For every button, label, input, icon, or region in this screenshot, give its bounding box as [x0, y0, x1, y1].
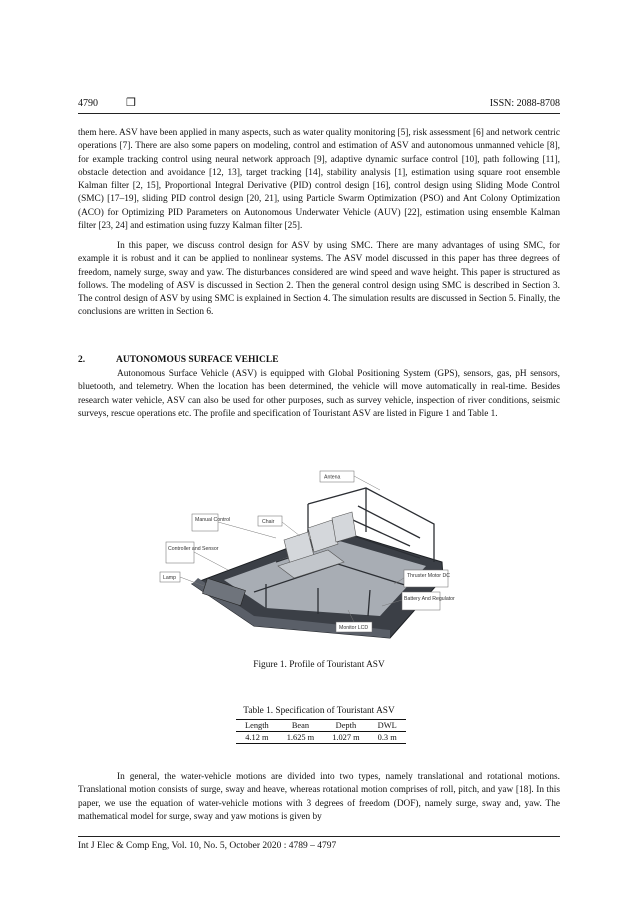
table-header-row — [236, 720, 406, 732]
paragraph-smc: In this paper, we discuss control design for ASV by using SMC. There are many advantages of using SMC, for example it is robust and it can be applied to nonlinear systems. The ASV model discussed in this paper has three degrees of freedom, namely surge, sway and yaw. The disturbances considered are wind speed and wave height. This paper is structured as follows. The modeling of ASV is discussed in Section 2. Then the general control design using SMC is described in Section 3. The control design of ASV by using SMC is explained in Section 4. The simulation results are discussed in Section 5. Finally, the conclusions are written in Section 6. — [78, 241, 560, 318]
section-heading — [78, 355, 279, 365]
asv-figure — [158, 466, 466, 648]
label-antena: Antena — [324, 474, 341, 481]
label-manual-control: Manual Control — [195, 517, 231, 523]
table-row — [236, 732, 406, 744]
box-icon: ❒ — [126, 97, 136, 109]
footer-citation: Int J Elec & Comp Eng, Vol. 10, No. 5, October 2020 : 4789 – 4797 — [78, 841, 337, 851]
label-lamp: Lamp — [163, 575, 176, 581]
paragraph-asv: Autonomous Surface Vehicle (ASV) is equipped with Global Positioning System (GPS), sensors, gas, pH sensors, bluetooth, and telemetry. When the location has been determined, the vehicle will move automatically in real-time. Besides research water vehicle, ASV can also be used for other purposes, such as survey vehicle, inspection of river conditions, seismic surveys, rescue operations etc. The profile and specification of Touristant ASV are listed in Figure 1 and Table 1. — [78, 369, 560, 419]
section-number: 2. — [78, 355, 86, 365]
paragraph-intro: them here. ASV have been applied in many aspects, such as water quality monitoring [5], risk assessment [6] and network centric operations [7]. There are also some papers on modeling, control and estimation of ASV and autonomous unmanned vehicle [8], for example tracking control using neural network approach [9], adaptive dynamic surface control [10], path following [11], obstacle detection and avoidance [12, 13], target tracking [14], stability analysis [1], estimation using square root ensemble Kalman filter [2, 15], Proportional Integral Derivative (PID) control design [16], control design using Sliding Mode Control (SMC) [17–19], sliding PID control design [20, 21], using Particle Swarm Optimization (PSO) and Ant Colony Optimization (ACO) for Optimizing PID Parameters on Autonomous Underwater Vehicle (AUV) [22], estimation using ensemble Kalman filter [23, 24] and estimation using fuzzy Kalman filter [25]. — [78, 128, 560, 232]
figure-caption: Figure 1. Profile of Touristant ASV — [253, 660, 385, 670]
col-bean: Bean — [278, 720, 323, 732]
header-rule — [78, 113, 560, 114]
label-thruster: Thruster Motor DC — [407, 573, 450, 579]
label-monitor: Monitor LCD — [339, 625, 369, 631]
cell-length: 4.12 m — [236, 732, 278, 744]
cell-dwl: 0.3 m — [369, 732, 406, 744]
label-controller: Controller and Sensor — [168, 546, 219, 552]
col-length: Length — [236, 720, 278, 732]
spec-table — [236, 719, 406, 744]
issn: ISSN: 2088-8708 — [489, 98, 560, 109]
cell-bean: 1.625 m — [278, 732, 323, 744]
col-dwl: DWL — [369, 720, 406, 732]
table-caption: Table 1. Specification of Touristant ASV — [243, 706, 395, 716]
cell-depth: 1.027 m — [323, 732, 368, 744]
label-chair: Chair — [262, 519, 275, 525]
label-battery: Battery And Regulator — [404, 596, 455, 602]
paragraph-motion: In general, the water-vehicle motions are divided into two types, namely translational and rotational motions. Translational motion consists of surge, sway and heave, whereas rotational motion comprises of roll, pitch, and yaw [18]. In this paper, we use the equation of water-vehicle motions with 3 degrees of freedom (DOF), namely surge, sway and, yaw. The mathematical model for surge, sway and yaw motions is given by — [78, 772, 560, 822]
page-number: 4790 — [78, 98, 98, 109]
col-depth: Depth — [323, 720, 368, 732]
section-title: AUTONOMOUS SURFACE VEHICLE — [116, 355, 279, 365]
footer-rule — [78, 836, 560, 837]
